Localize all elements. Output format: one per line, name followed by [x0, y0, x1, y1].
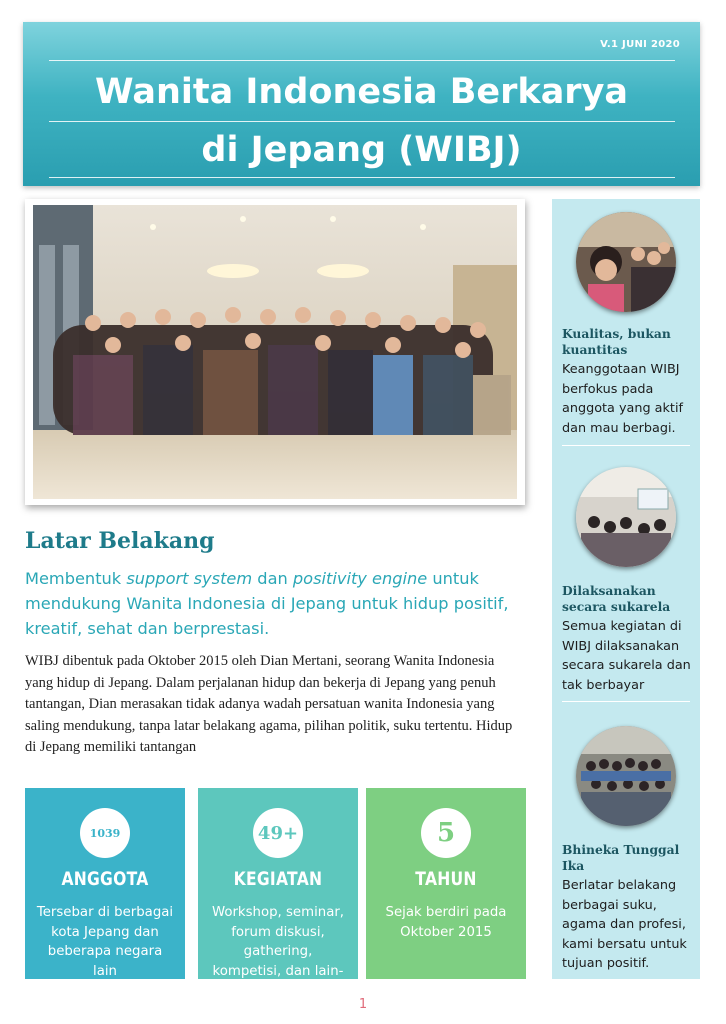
sidebar-divider-2: [562, 701, 690, 702]
sidebar-heading-volunteer: Dilaksanakan secara sukarela: [562, 583, 671, 614]
section-title: Latar Belakang: [25, 528, 215, 554]
sidebar-text-quality: Keanggotaan WIBJ berfokus pada anggota yang aktif dan mau berbagi.: [562, 362, 684, 436]
stat-card-events: [198, 788, 358, 998]
sidebar-photo-unity: [576, 726, 676, 826]
stat-label-members: ANGGOTA: [61, 868, 149, 890]
stat-number-years: 5: [421, 808, 471, 858]
header-rule-middle: [49, 121, 675, 122]
sidebar-photo-volunteer: [576, 467, 676, 567]
lead-paragraph: [25, 566, 525, 641]
sidebar-photo-quality: [576, 212, 676, 312]
sidebar-text-volunteer: Semua kegiatan di WIBJ dilaksanakan secara sukarela dan tak berbayar: [562, 619, 691, 693]
lead-text-1: Membentuk: [25, 569, 127, 588]
stat-label-events: KEGIATAN: [233, 868, 323, 890]
lead-text-2: dan: [252, 569, 293, 588]
header-banner: [23, 22, 700, 186]
page-number: 1: [358, 997, 368, 1012]
lead-emphasis-1: support system: [126, 569, 253, 588]
stat-desc-years: Sejak berdiri pada Oktober 2015: [385, 905, 507, 940]
stat-desc-events: Workshop, seminar, forum diskusi, gathering, kompetisi, dan lain-lain: [211, 905, 345, 998]
sidebar-heading-quality: Kualitas, bukan kuantitas: [562, 326, 671, 357]
group-photo: [25, 199, 525, 505]
version-label: V.1 JUNI 2020: [600, 39, 680, 50]
stat-label-years: TAHUN: [415, 868, 477, 890]
stat-desc-members: Tersebar di berbagai kota Jepang dan beberapa negara lain: [36, 905, 174, 979]
stat-card-members: [25, 788, 185, 979]
stat-number-events: 49+: [253, 808, 303, 858]
sidebar: [552, 199, 700, 979]
lead-emphasis-2: positivity engine: [292, 569, 428, 588]
stat-number-members: 1039: [80, 808, 130, 858]
header-rule-bottom: [49, 177, 675, 178]
group-photo-image: [33, 205, 517, 499]
lead-text-3: untuk mendukung Wanita Indonesia di Jepang untuk hidup positif, kreatif, sehat dan berprestasi.: [25, 569, 509, 638]
sidebar-divider-1: [562, 445, 690, 446]
sidebar-text-unity: Berlatar belakang berbagai suku, agama dan profesi, kami bersatu untuk tujuan positif.: [562, 878, 687, 971]
title-line-2: di Jepang (WIBJ): [201, 130, 522, 170]
sidebar-heading-unity: Bhineka Tunggal Ika: [562, 842, 680, 873]
title-line-1: Wanita Indonesia Berkarya: [94, 72, 628, 112]
header-rule-top: [49, 60, 675, 61]
stat-card-years: [366, 788, 526, 979]
body-paragraph: WIBJ dibentuk pada Oktober 2015 oleh Dian Mertani, seorang Wanita Indonesia yang hidup di Jepang. Dalam perjalanan hidup dan bekerja di Jepang yang penuh tantangan, Dian merasakan tidak adanya wadah persatuan wanita Indonesia yang saling mendukung, tanpa latar belakang agama, pilihan politik, suku tertentu. Hidup di Jepang memiliki tantangan: [25, 653, 513, 755]
